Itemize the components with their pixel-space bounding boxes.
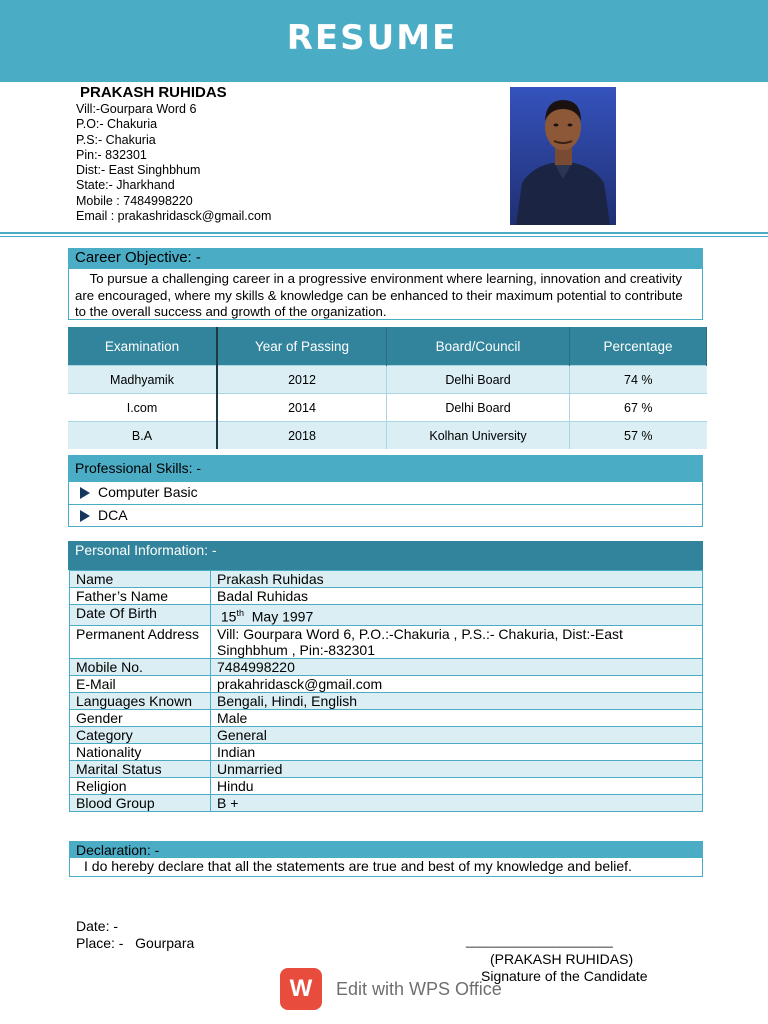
table-row <box>68 422 707 450</box>
contact-line: Email : prakashridasck@gmail.com <box>76 209 272 224</box>
field-label: Father’s Name <box>70 588 211 605</box>
divider <box>69 504 702 505</box>
chevron-right-icon <box>80 487 90 499</box>
field-value: 15th May 1997 <box>211 605 703 626</box>
skill-item: Computer Basic <box>80 484 198 500</box>
table-cell: 57 % <box>570 422 707 450</box>
skills-heading: Professional Skills: - <box>68 455 703 481</box>
field-label: Category <box>70 726 211 743</box>
column-header: Board/Council <box>387 327 570 366</box>
field-value: 7484998220 <box>211 658 703 675</box>
table-row <box>70 675 703 692</box>
field-value: Bengali, Hindi, English <box>211 692 703 709</box>
header-banner <box>0 0 768 82</box>
contact-line: State:- Jharkhand <box>76 178 175 193</box>
field-label: Religion <box>70 777 211 794</box>
field-label: Marital Status <box>70 760 211 777</box>
table-row <box>70 794 703 811</box>
table-row <box>70 760 703 777</box>
table-row <box>70 726 703 743</box>
contact-line: Dist:- East Singhbhum <box>76 163 201 178</box>
column-header: Year of Passing <box>217 327 387 366</box>
field-label: Permanent Address <box>70 625 211 658</box>
field-label: Gender <box>70 709 211 726</box>
wps-watermark[interactable] <box>280 968 530 1010</box>
table-row <box>70 588 703 605</box>
table-row <box>68 366 707 394</box>
field-label: Date Of Birth <box>70 605 211 626</box>
contact-line: P.O:- Chakuria <box>76 117 158 132</box>
field-value: Vill: Gourpara Word 6, P.O.:-Chakuria , P.S.:- Chakuria, Dist:-East Singhbhum , Pin:-832301 <box>211 625 703 658</box>
table-cell: B.A <box>68 422 217 450</box>
skill-item: DCA <box>80 507 128 523</box>
divider <box>0 236 768 237</box>
table-row <box>70 743 703 760</box>
objective-box <box>68 268 703 320</box>
contact-line: P.S:- Chakuria <box>76 132 156 147</box>
field-value: Male <box>211 709 703 726</box>
table-row <box>70 709 703 726</box>
table-row <box>70 777 703 794</box>
field-label: Name <box>70 571 211 588</box>
contact-block <box>76 102 271 224</box>
contact-line: Pin:- 832301 <box>76 147 147 162</box>
wps-logo-icon: W <box>280 968 322 1010</box>
table-row <box>70 571 703 588</box>
table-row <box>70 605 703 626</box>
signature-name: (PRAKASH RUHIDAS) <box>490 951 634 967</box>
date-label: Date: - <box>76 918 119 934</box>
table-row <box>70 658 703 675</box>
table-header-row <box>68 327 707 366</box>
page-title: RESUME <box>286 18 458 58</box>
personal-table <box>69 570 703 812</box>
education-table <box>68 327 707 449</box>
place-row: Place: - Gourpara <box>76 935 195 951</box>
field-label: Blood Group <box>70 794 211 811</box>
table-row <box>70 692 703 709</box>
table-cell: I.com <box>68 394 217 422</box>
table-cell: 67 % <box>570 394 707 422</box>
table-cell: Delhi Board <box>387 394 570 422</box>
column-header: Examination <box>68 327 217 366</box>
field-label: Languages Known <box>70 692 211 709</box>
field-value: Prakash Ruhidas <box>211 571 703 588</box>
table-row <box>68 394 707 422</box>
field-value: Badal Ruhidas <box>211 588 703 605</box>
field-label: E-Mail <box>70 675 211 692</box>
field-value: B + <box>211 794 703 811</box>
table-row <box>70 625 703 658</box>
table-cell: Madhyamik <box>68 366 217 394</box>
field-value: prakahridasck@gmail.com <box>211 675 703 692</box>
field-value: Unmarried <box>211 760 703 777</box>
column-header: Percentage <box>570 327 707 366</box>
candidate-name: PRAKASH RUHIDAS <box>80 84 227 101</box>
field-label: Nationality <box>70 743 211 760</box>
field-value: Indian <box>211 743 703 760</box>
table-cell: 74 % <box>570 366 707 394</box>
table-cell: 2018 <box>217 422 387 450</box>
objective-heading: Career Objective: - <box>68 248 703 268</box>
declaration-box <box>69 841 703 877</box>
table-cell: Delhi Board <box>387 366 570 394</box>
signature-caption: Signature of the Candidate <box>481 968 648 984</box>
signature-line: ______________________ <box>466 934 613 948</box>
declaration-heading: Declaration: - <box>70 842 702 858</box>
field-label: Mobile No. <box>70 658 211 675</box>
table-cell: 2014 <box>217 394 387 422</box>
table-cell: Kolhan University <box>387 422 570 450</box>
contact-line: Mobile : 7484998220 <box>76 193 193 208</box>
personal-heading: Personal Information: - <box>68 541 703 570</box>
wps-edit-text: Edit with WPS Office <box>336 979 502 999</box>
field-value: Hindu <box>211 777 703 794</box>
contact-line: Vill:-Gourpara Word 6 <box>76 102 197 116</box>
objective-text: To pursue a challenging career in a progressive environment where learning, innovation and creativity are encouraged, where my skills & knowledge can be enhanced to their maximum potential to contribute to the overall success and growth of the organization. <box>75 271 683 319</box>
table-cell: 2012 <box>217 366 387 394</box>
profile-photo <box>510 87 616 225</box>
declaration-text: I do hereby declare that all the statements are true and best of my knowledge and belief. <box>84 858 632 874</box>
divider <box>0 232 768 234</box>
chevron-right-icon <box>80 510 90 522</box>
field-value: General <box>211 726 703 743</box>
